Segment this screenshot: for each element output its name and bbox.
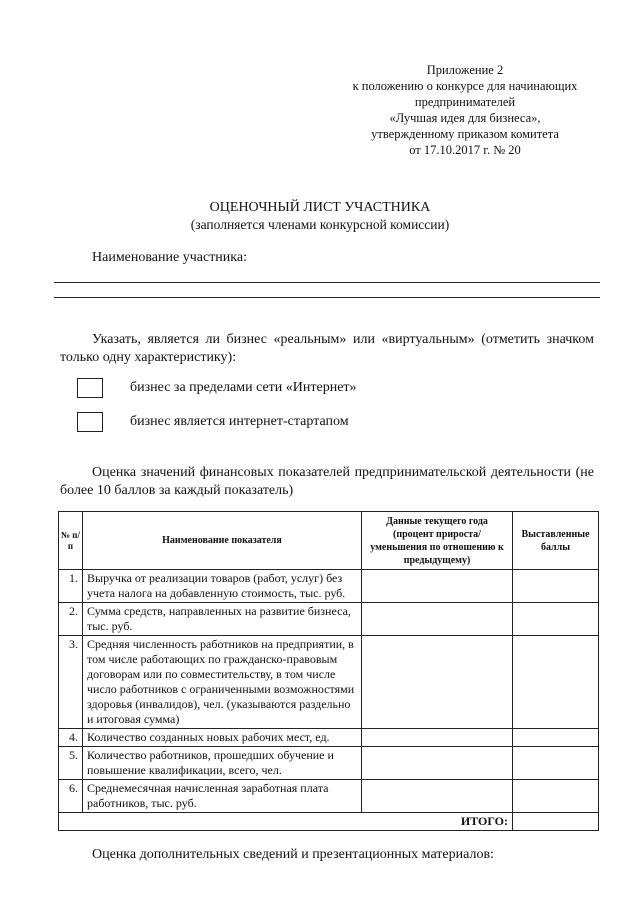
option-checkbox-offline[interactable] — [77, 378, 103, 398]
row-num: 4. — [59, 729, 83, 747]
criteria-table — [58, 511, 599, 831]
appendix-line: от 17.10.2017 г. № 20 — [409, 143, 521, 157]
row-score-cell[interactable] — [513, 603, 599, 636]
row-score-cell[interactable] — [513, 780, 599, 813]
participant-line-2[interactable] — [54, 297, 600, 298]
business-question: Указать, является ли бизнес «реальным» или «виртуальным» (отметить значком только одну характеристику): — [60, 332, 594, 365]
row-name: Количество работников, прошедших обучение и повышение квалификации, всего, чел. — [83, 747, 362, 780]
row-score-cell[interactable] — [513, 747, 599, 780]
additional-intro: Оценка дополнительных сведений и презентационных материалов: — [92, 847, 494, 862]
table-row — [59, 729, 599, 747]
participant-line-1[interactable] — [54, 282, 600, 283]
header-data: Данные текущего года (процент прироста/уменьшения по отношению к предыдущему) — [362, 512, 513, 570]
table-row — [59, 636, 599, 729]
table-header-row — [59, 512, 599, 570]
appendix-line: Приложение 2 — [426, 63, 504, 77]
appendix-line: к положению о конкурсе для начинающих — [352, 79, 578, 93]
total-score-cell[interactable] — [513, 813, 599, 831]
appendix-line: предпринимателей — [414, 95, 516, 109]
row-name: Сумма средств, направленных на развитие бизнеса, тыс. руб. — [83, 603, 362, 636]
appendix-line: «Лучшая идея для бизнеса», — [389, 111, 541, 125]
row-data-cell[interactable] — [362, 747, 513, 780]
row-name: Выручка от реализации товаров (работ, услуг) без учета налога на добавленную стоимость, тыс. руб. — [83, 570, 362, 603]
row-num: 1. — [59, 570, 83, 603]
row-data-cell[interactable] — [362, 636, 513, 729]
option-checkbox-startup[interactable] — [77, 412, 103, 432]
row-data-cell[interactable] — [362, 570, 513, 603]
page-title: ОЦЕНОЧНЫЙ ЛИСТ УЧАСТНИКА — [209, 200, 431, 215]
row-name: Среднемесячная начисленная заработная плата работников, тыс. руб. — [83, 780, 362, 813]
row-num: 3. — [59, 636, 83, 729]
row-data-cell[interactable] — [362, 729, 513, 747]
row-name: Количество созданных новых рабочих мест, ед. — [83, 729, 362, 747]
appendix-header — [320, 62, 610, 158]
row-score-cell[interactable] — [513, 729, 599, 747]
row-score-cell[interactable] — [513, 570, 599, 603]
table-row — [59, 747, 599, 780]
row-score-cell[interactable] — [513, 636, 599, 729]
table-total-row — [59, 813, 599, 831]
row-num: 6. — [59, 780, 83, 813]
table-row — [59, 603, 599, 636]
row-num: 5. — [59, 747, 83, 780]
option-label-offline: бизнес за пределами сети «Интернет» — [130, 380, 357, 395]
row-name: Средняя численность работников на предприятии, в том числе работающих по гражданско-правовым договорам или по совместительству, в том числе число работников с ограниченными возможностями здоровья (инвалидов), чел. (указываются раздельно и итоговая сумма) — [83, 636, 362, 729]
row-data-cell[interactable] — [362, 603, 513, 636]
header-name: Наименование показателя — [83, 512, 362, 570]
header-score: Выставленные баллы — [513, 512, 599, 570]
table-row — [59, 780, 599, 813]
row-num: 2. — [59, 603, 83, 636]
header-num: № п/п — [59, 512, 83, 570]
table-row — [59, 570, 599, 603]
page-subtitle: (заполняется членами конкурсной комиссии) — [190, 217, 450, 232]
row-data-cell[interactable] — [362, 780, 513, 813]
total-label: ИТОГО: — [59, 813, 513, 831]
financial-intro: Оценка значений финансовых показателей предпринимательской деятельности (не более 10 баллов за каждый показатель) — [60, 465, 594, 498]
participant-label: Наименование участника: — [92, 250, 247, 265]
appendix-line: утвержденному приказом комитета — [371, 127, 559, 141]
option-label-startup: бизнес является интернет-стартапом — [130, 414, 349, 429]
